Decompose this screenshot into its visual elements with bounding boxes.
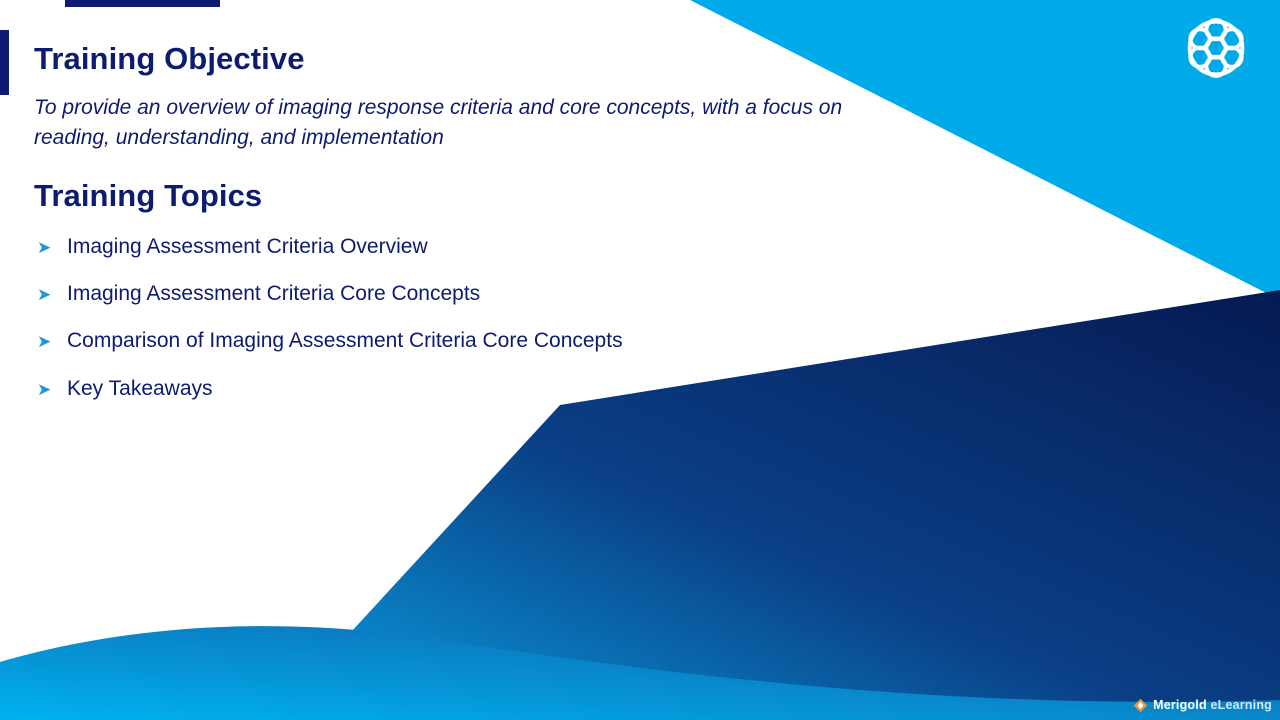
list-item xyxy=(34,234,934,259)
list-item-label: Key Takeaways xyxy=(67,376,213,400)
brand-name xyxy=(1153,698,1272,712)
objective-text: To provide an overview of imaging response criteria and core concepts, with a focus on reading, understanding, and implementation xyxy=(34,96,843,149)
arrow-bullet-icon: ➤ xyxy=(37,332,52,352)
topics-title: Training Topics xyxy=(34,177,263,213)
arrow-bullet-icon: ➤ xyxy=(37,379,52,399)
flower-rosette-logo-icon xyxy=(1176,8,1256,88)
list-item xyxy=(34,328,934,353)
diamond-logo-icon xyxy=(1133,698,1148,713)
list-item xyxy=(34,281,934,306)
page-title: Training Objective xyxy=(34,41,305,76)
topics-list xyxy=(34,234,934,401)
brand-footer xyxy=(1133,692,1272,718)
list-item-label: Comparison of Imaging Assessment Criteria Core Concepts xyxy=(67,329,623,353)
top-accent-bar xyxy=(65,0,220,7)
list-item-label: Imaging Assessment Criteria Overview xyxy=(67,235,428,258)
list-item xyxy=(34,376,934,401)
arrow-bullet-icon: ➤ xyxy=(37,285,52,305)
slide-content xyxy=(34,40,934,423)
brand-name-bold: Merigold xyxy=(1153,698,1211,712)
arrow-bullet-icon: ➤ xyxy=(37,238,52,257)
list-item-label: Imaging Assessment Criteria Core Concepts xyxy=(67,282,481,306)
brand-name-light: eLearning xyxy=(1210,698,1272,712)
left-accent-tick xyxy=(0,30,9,95)
